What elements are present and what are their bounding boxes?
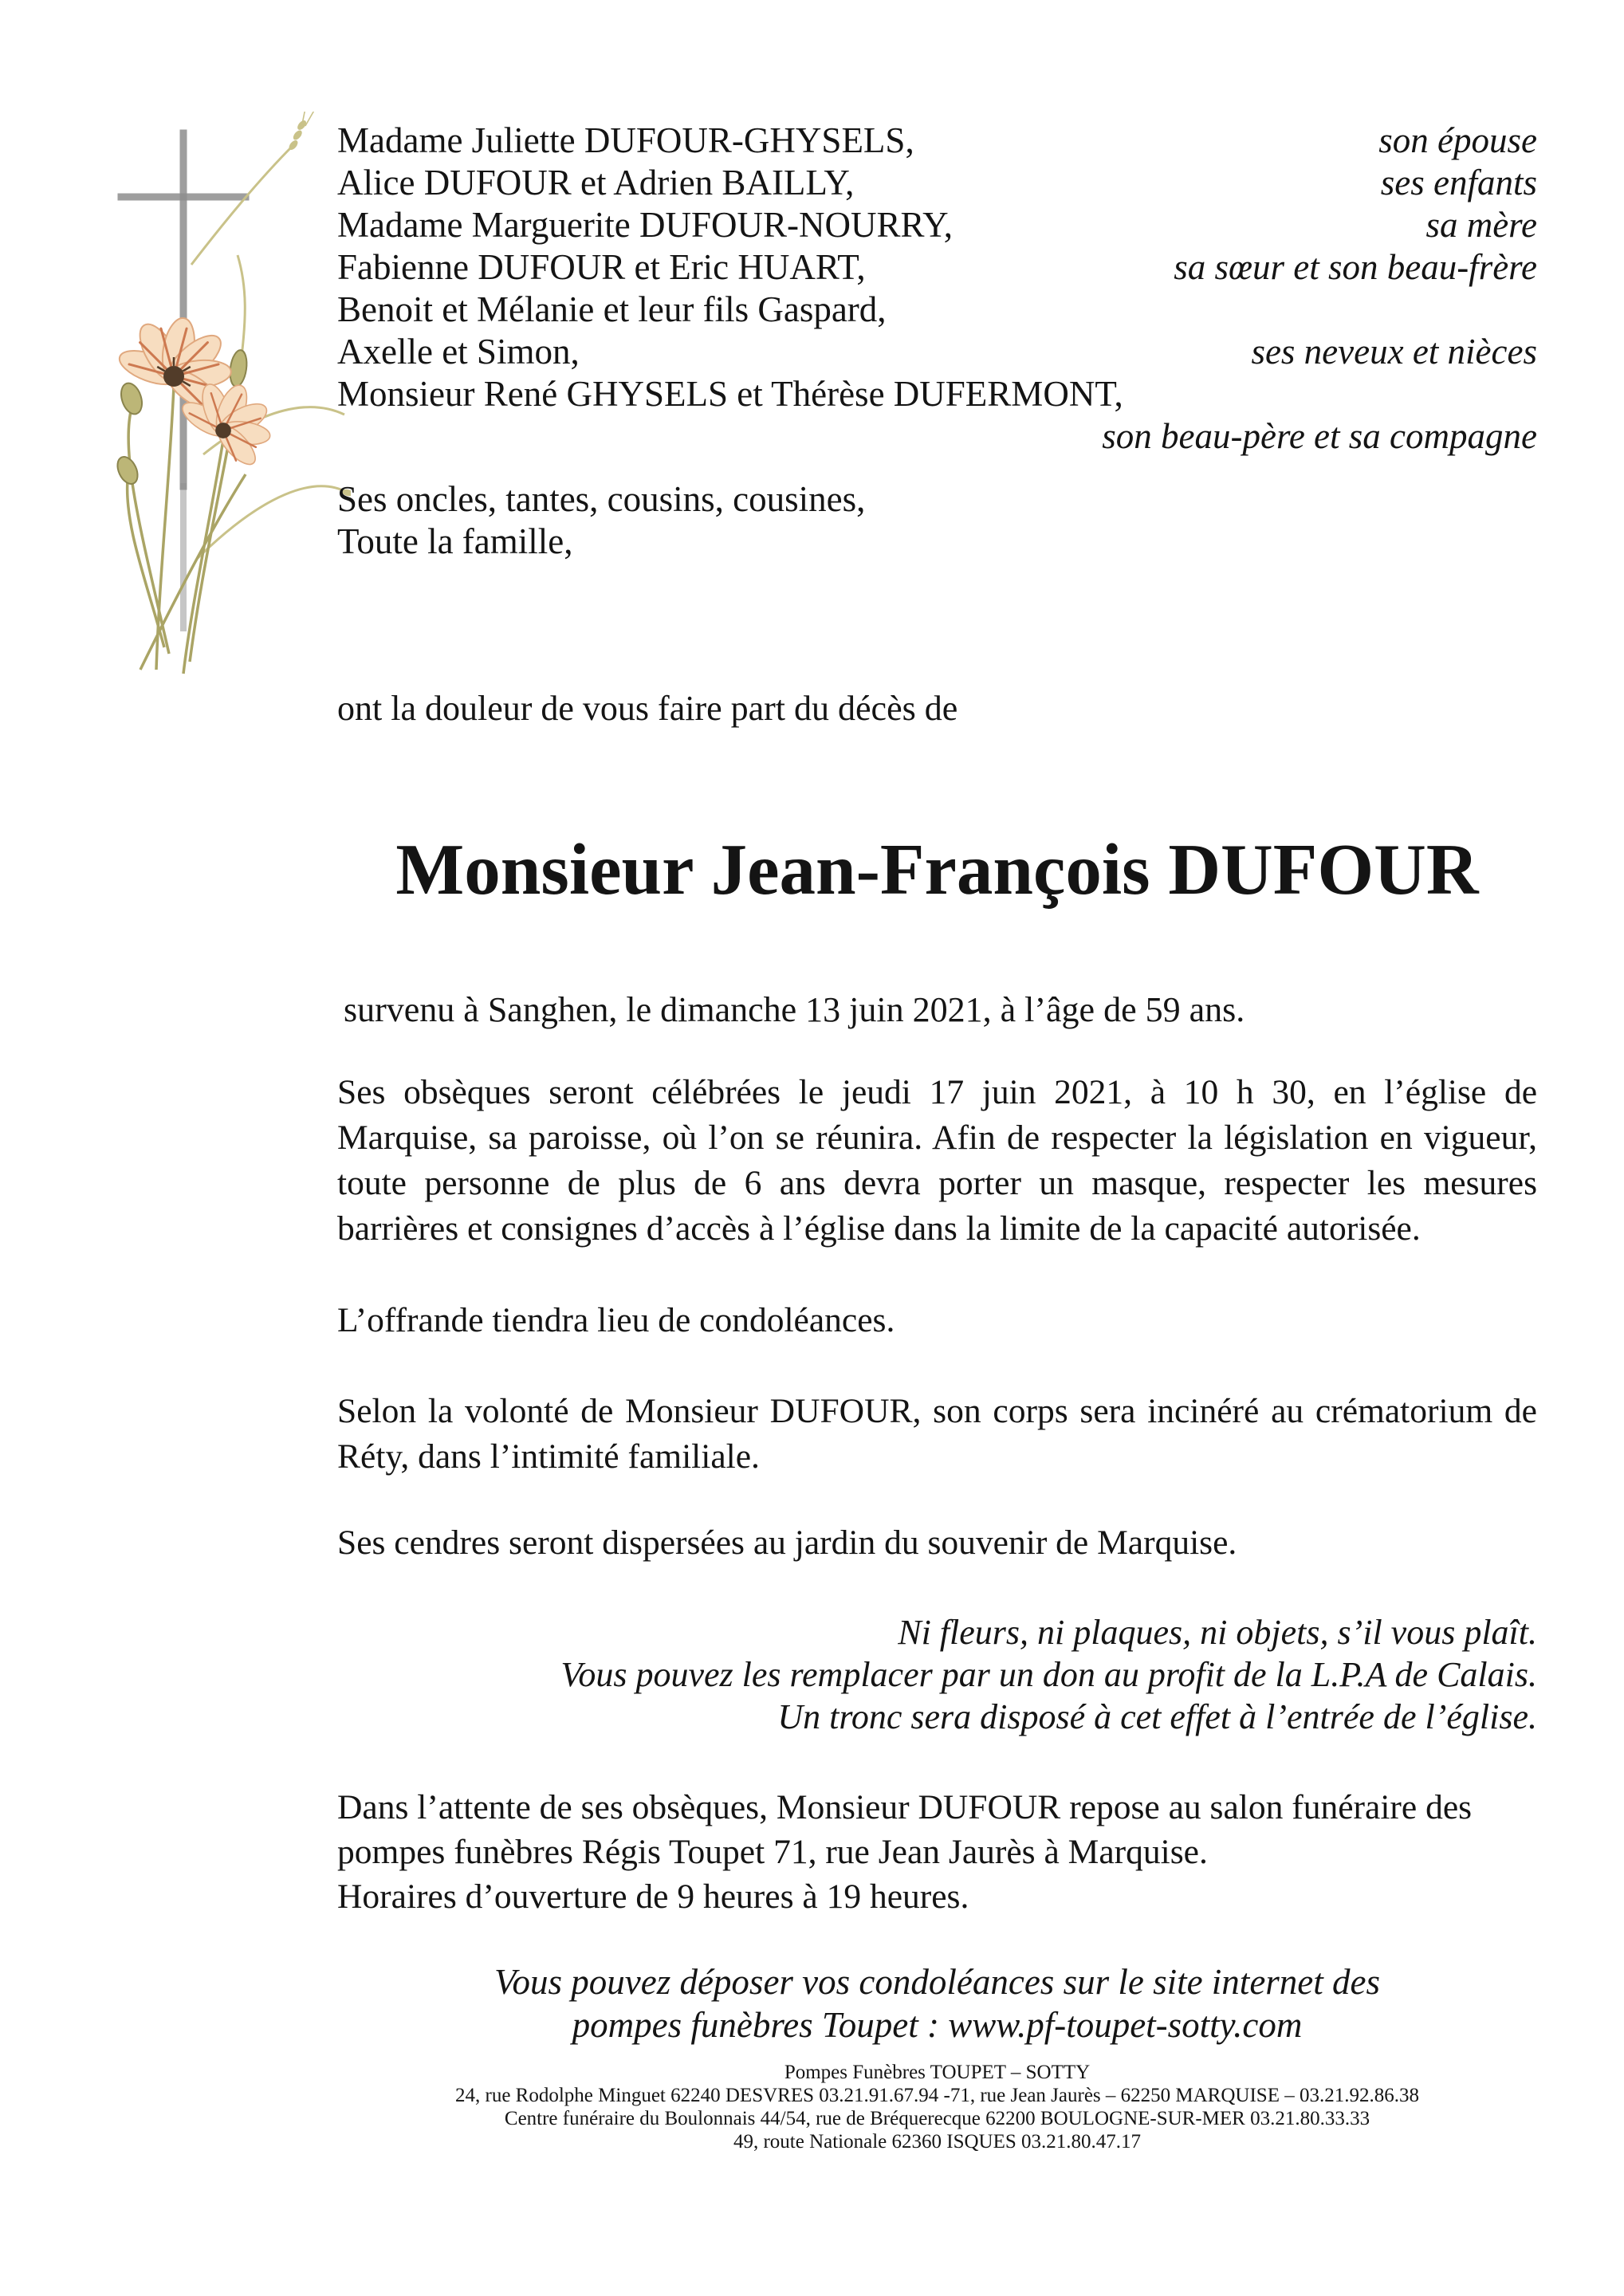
relation-label: ses enfants bbox=[1380, 163, 1537, 202]
collection-box-line: Un tronc sera disposé à cet effet à l’entrée de l’église. bbox=[777, 1697, 1537, 1736]
death-details: survenu à Sanghen, le dimanche 13 juin 2021, à l’âge de 59 ans. bbox=[344, 990, 1245, 1029]
family-member-name: Toute la famille, bbox=[337, 521, 573, 561]
no-flowers-request bbox=[337, 1611, 1537, 1738]
funeral-home-footer bbox=[337, 2061, 1537, 2153]
family-row bbox=[337, 521, 1537, 563]
relation-label: sa sœur et son beau-frère bbox=[1174, 247, 1537, 287]
family-list bbox=[337, 120, 1537, 563]
family-row bbox=[337, 120, 1537, 162]
family-row bbox=[337, 289, 1537, 331]
family-member-name: Alice DUFOUR et Adrien BAILLY, bbox=[337, 163, 855, 202]
no-flowers-line: Ni fleurs, ni plaques, ni objets, s’il vous plaît. bbox=[898, 1613, 1537, 1652]
content-column bbox=[337, 0, 1537, 2153]
opening-hours-line: Horaires d’ouverture de 9 heures à 19 heures. bbox=[337, 1877, 969, 1916]
family-row bbox=[337, 246, 1537, 289]
family-row bbox=[337, 331, 1537, 373]
announcement-intro: ont la douleur de vous faire part du décès de bbox=[337, 689, 958, 728]
family-row bbox=[337, 373, 1537, 415]
family-member-name: Madame Marguerite DUFOUR-NOURRY, bbox=[337, 205, 954, 245]
relation-label: son beau-père et sa compagne bbox=[1102, 416, 1537, 456]
cremation-paragraph: Selon la volonté de Monsieur DUFOUR, son corps sera incinéré au crématorium de Réty, dans l’intimité familiale. bbox=[337, 1392, 1537, 1476]
deceased-name-title: Monsieur Jean-François DUFOUR bbox=[395, 829, 1479, 910]
ashes-note: Ses cendres seront dispersées au jardin du souvenir de Marquise. bbox=[337, 1523, 1237, 1562]
online-condolences-note bbox=[337, 1960, 1537, 2046]
repository-line: Dans l’attente de ses obsèques, Monsieur DUFOUR repose au salon funéraire des pompes funèbres Régis Toupet 71, rue Jean Jaurès à Marquise. bbox=[337, 1788, 1473, 1871]
donation-line: Vous pouvez les remplacer par un don au profit de la L.P.A de Calais. bbox=[560, 1655, 1537, 1694]
family-member-name: Monsieur René GHYSELS et Thérèse DUFERMONT, bbox=[337, 374, 1123, 414]
family-row bbox=[337, 415, 1537, 458]
relation-label: sa mère bbox=[1425, 205, 1537, 245]
funeral-service-paragraph: Ses obsèques seront célébrées le jeudi 17 juin 2021, à 10 h 30, en l’église de Marquise, sa paroisse, où l’on se réunira. Afin de respecter la législation en vigueur, toute personne de plus de 6 ans devra porter un masque, respecter les mesures barrières et consignes d’accès à l’église dans la limite de la capacité autorisée. bbox=[337, 1073, 1537, 1248]
family-row bbox=[337, 162, 1537, 204]
repository-paragraph bbox=[337, 1785, 1537, 1919]
family-member-name: Axelle et Simon, bbox=[337, 332, 580, 372]
funeral-home-address-1: 24, rue Rodolphe Minguet 62240 DESVRES 03.21.91.67.94 -71, rue Jean Jaurès – 62250 MARQUISE – 03.21.92.86.38 bbox=[455, 2085, 1419, 2106]
family-member-name: Fabienne DUFOUR et Eric HUART, bbox=[337, 247, 866, 287]
relation-label: son épouse bbox=[1378, 120, 1537, 160]
condolences-line: Vous pouvez déposer vos condoléances sur le site internet des bbox=[493, 1962, 1381, 2002]
cross-and-poppies-illustration bbox=[0, 112, 351, 718]
funeral-home-name: Pompes Funèbres TOUPET – SOTTY bbox=[784, 2062, 1091, 2083]
condolences-website-line: pompes funèbres Toupet : www.pf-toupet-sotty.com bbox=[572, 2005, 1303, 2045]
family-member-name: Benoit et Mélanie et leur fils Gaspard, bbox=[337, 289, 887, 329]
offering-note: L’offrande tiendra lieu de condoléances. bbox=[337, 1301, 895, 1339]
family-row bbox=[337, 478, 1537, 521]
funeral-home-address-3: 49, route Nationale 62360 ISQUES 03.21.80.47.17 bbox=[733, 2131, 1142, 2152]
family-row bbox=[337, 204, 1537, 246]
funeral-home-address-2: Centre funéraire du Boulonnais 44/54, rue de Bréquerecque 62200 BOULOGNE-SUR-MER 03.21.80.33.33 bbox=[504, 2108, 1370, 2129]
relation-label: ses neveux et nièces bbox=[1251, 332, 1537, 372]
family-member-name: Ses oncles, tantes, cousins, cousines, bbox=[337, 479, 866, 519]
family-member-name: Madame Juliette DUFOUR-GHYSELS, bbox=[337, 120, 914, 160]
